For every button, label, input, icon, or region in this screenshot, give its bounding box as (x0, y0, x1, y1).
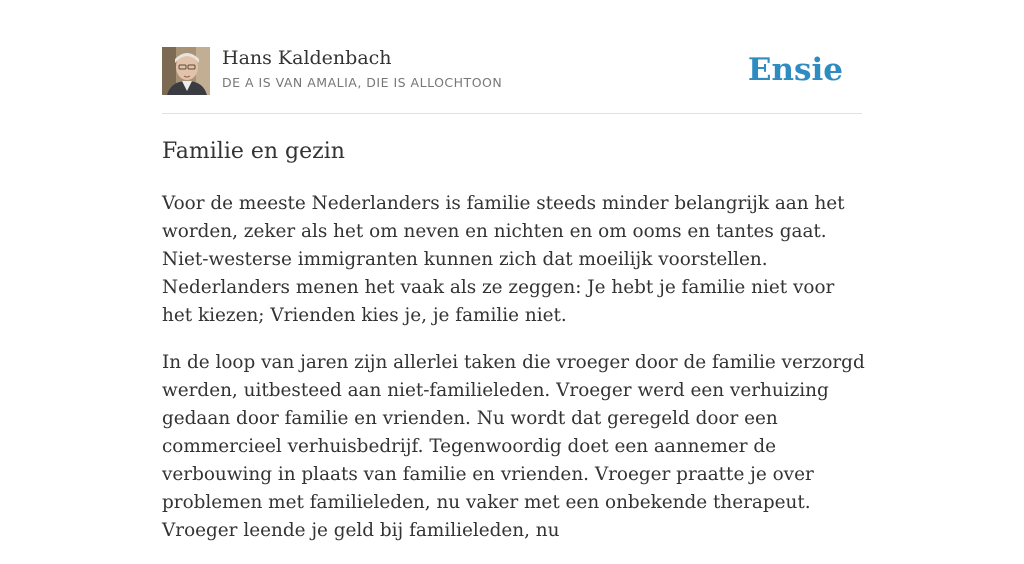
article-paragraph: In de loop van jaren zijn allerlei taken die vroeger door de familie verzorgd werden, uitbesteed aan niet-familieleden. Vroeger werd een verhuizing gedaan door familie en vrienden. Nu wordt dat geregeld door een commercieel verhuisbedrijf. Tegenwoordig doet een aannemer de verbouwing in plaats van familie en vrienden. Vroeger praatte je over problemen met familieleden, nu vaker met een onbekende therapeut. Vroeger leende je geld bij familieleden, nu (162, 352, 865, 541)
avatar-photo (162, 47, 210, 95)
header-divider (162, 113, 862, 114)
article-paragraph: Voor de meeste Nederlanders is familie steeds minder belangrijk aan het worden, zeker als het om neven en nichten en om ooms en tantes gaat. Niet-westerse immigranten kunnen zich dat moeilijk voorstellen. Nederlanders menen het vaak als ze zeggen: Je hebt je familie niet voor het kiezen; Vrienden kies je, je familie niet. (162, 193, 845, 326)
author-name[interactable]: Hans Kaldenbach (222, 47, 392, 69)
author-avatar[interactable] (162, 47, 210, 95)
site-logo[interactable]: Ensie (747, 52, 843, 88)
article-title: Familie en gezin (162, 139, 345, 164)
author-subtitle: DE A IS VAN AMALIA, DIE IS ALLOCHTOON (222, 75, 503, 90)
article-header (162, 46, 862, 96)
article-body (162, 190, 867, 564)
